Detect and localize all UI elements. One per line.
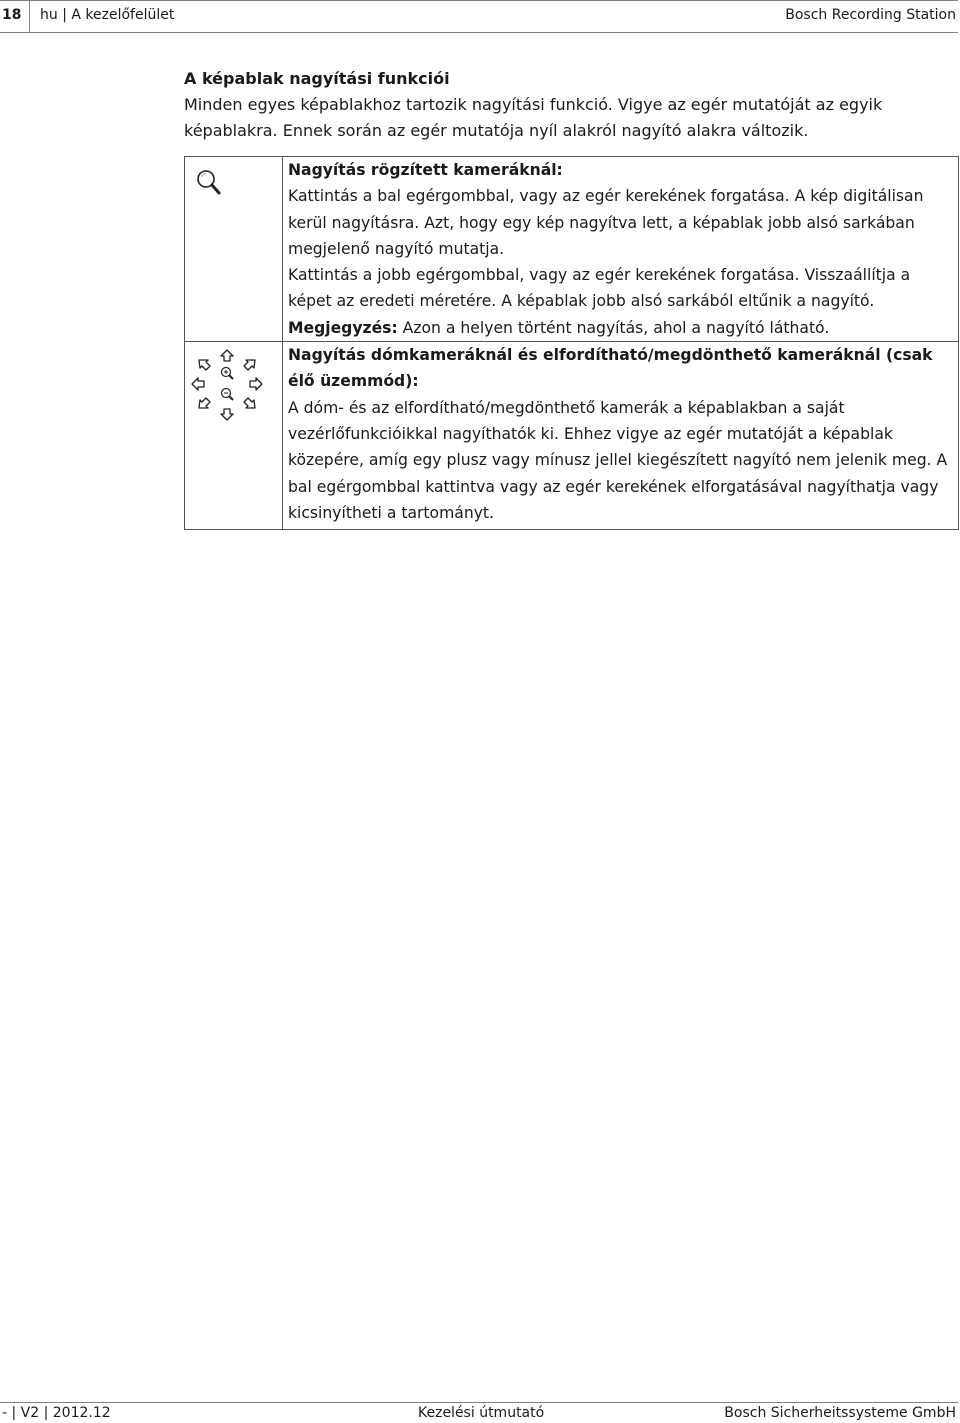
note <box>288 315 952 341</box>
footer-company: Bosch Sicherheitssysteme GmbH <box>724 1405 956 1421</box>
footer-version: - | V2 | 2012.12 <box>2 1405 111 1421</box>
product-name: Bosch Recording Station <box>785 7 956 23</box>
section-breadcrumb: hu | A kezelőfelület <box>40 7 175 23</box>
note-label: Megjegyzés: <box>288 318 398 337</box>
text-cell <box>283 157 959 342</box>
icon-cell <box>185 157 283 342</box>
section-title: A képablak nagyítási funkciói <box>184 69 450 88</box>
section-intro: Minden egyes képablakhoz tartozik nagyítási funkció. Vigye az egér mutatóját az egyik képablakra. Ennek során az egér mutatója nyíl alakról nagyító alakra változik. <box>184 95 883 140</box>
note-text: Azon a helyen történt nagyítás, ahol a nagyító látható. <box>402 318 830 337</box>
page-number: 18 <box>0 1 30 32</box>
page-footer <box>0 1402 958 1421</box>
row-heading: Nagyítás rögzített kameráknál: <box>288 161 563 179</box>
row-paragraph: Kattintás a jobb egérgombbal, vagy az egér kerekének forgatása. Visszaállítja a képet az eredeti méretére. A képablak jobb alsó sarkából eltűnik a nagyító. <box>288 266 911 311</box>
ptz-control-arrows-icon <box>187 346 267 426</box>
text-cell <box>283 342 959 530</box>
icon-cell <box>185 342 283 530</box>
row-paragraph: A dóm- és az elfordítható/megdönthető kamerák a képablakban a saját vezérlőfunkcióikkal nagyíthatók ki. Ehhez vigye az egér mutatóját a képablak közepére, amíg egy plusz vagy mínusz jellel kiegészített nagyító nem jelenik meg. A bal egérgombbal kattintva vagy az egér kerekének elforgatásával nagyíthatja vagy kicsinyítheti a tartományt. <box>288 398 948 522</box>
section-body <box>184 66 958 144</box>
table-row <box>185 157 959 342</box>
magnifier-icon <box>191 165 231 205</box>
table-row <box>185 342 959 530</box>
row-heading: Nagyítás dómkameráknál és elfordítható/megdönthető kameráknál (csak élő üzemmód): <box>288 346 933 391</box>
page-header <box>0 0 958 33</box>
zoom-functions-table <box>184 156 959 530</box>
footer-doc-type: Kezelési útmutató <box>418 1405 545 1421</box>
row-paragraph: Kattintás a bal egérgombbal, vagy az egér kerekének forgatása. A kép digitálisan kerül nagyításra. Azt, hogy egy kép nagyítva lett, a képablak jobb alsó sarkában megjelenő nagyító mutatja. <box>288 187 924 258</box>
